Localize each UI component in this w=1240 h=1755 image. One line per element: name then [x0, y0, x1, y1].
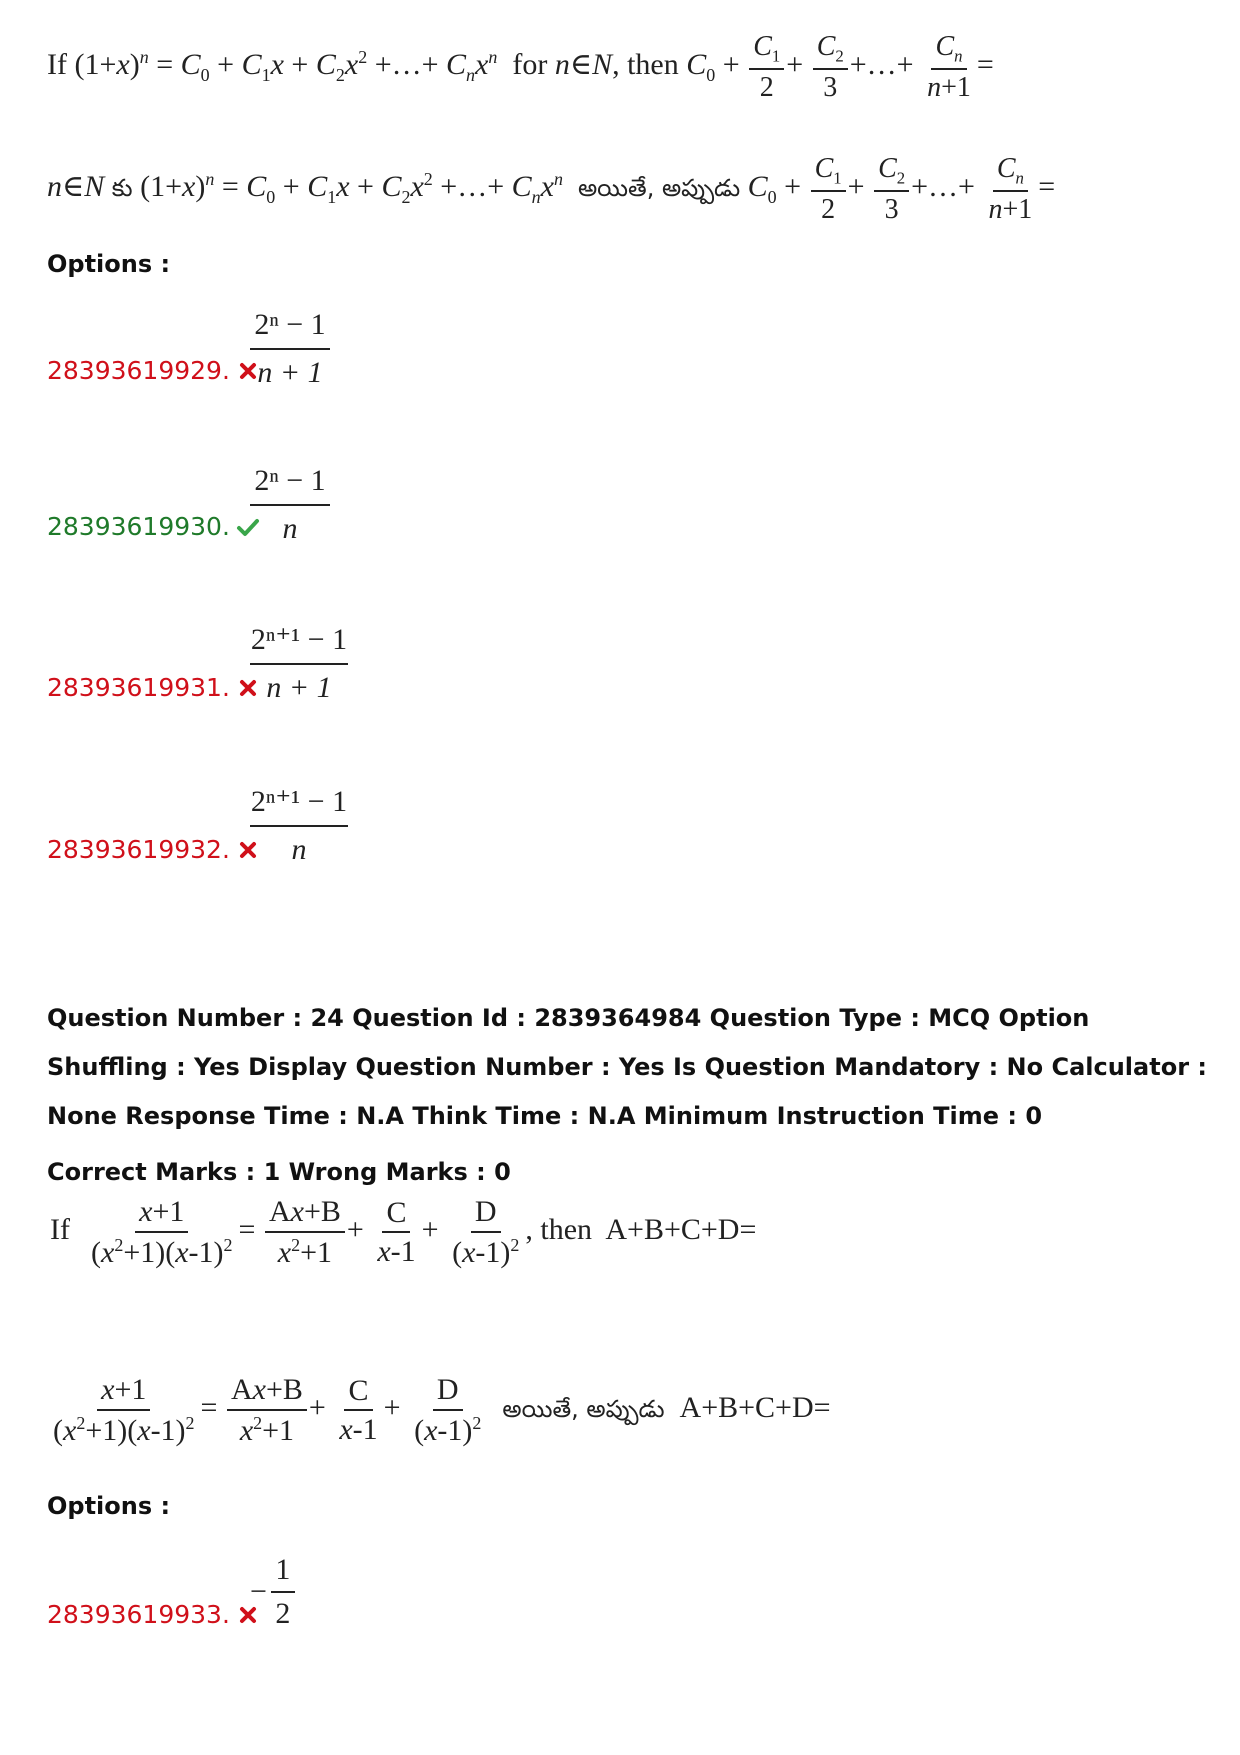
q23-english-equation: If $(1+x)^n = C_0 + C_1x + C_2x^2$ +…+ $C_nx^n$ for n∈N, then $C_0$ + $\frac{C_1}{2}$ + $\frac{C_2}{3}$ +…+ $\frac{C_n}{n+1}$ =: [47, 31, 994, 104]
q23-option-3-fraction: [250, 625, 348, 703]
q23-option-3[interactable]: [47, 673, 260, 702]
q23-option-4-fraction: [250, 787, 348, 865]
denominator: n: [282, 512, 298, 545]
numerator: 1: [275, 1553, 291, 1586]
q23-telugu-prefix: కు: [111, 174, 133, 203]
q24-option-1[interactable]: [47, 1600, 260, 1629]
option-id: 28393619932.: [47, 835, 230, 864]
numerator: 2ⁿ⁺¹ − 1: [250, 623, 348, 656]
option-id: 28393619933.: [47, 1600, 230, 1629]
option-id: 28393619930.: [47, 512, 230, 541]
option-id: 28393619931.: [47, 673, 230, 702]
q24-telugu-equation: $\frac{x+1}{(x^2+1)(x-1)^2}$ = $\frac{Ax+B}{x^2+1}$ + $\frac{C}{x-1}$ + $\frac{D}{(x-1)^2}$ అయితే, అప్పుడు A+B+C+D=: [53, 1373, 831, 1447]
q23-telugu-mid: అయితే, అప్పుడు: [577, 174, 741, 203]
q24-marks: Correct Marks : 1 Wrong Marks : 0: [47, 1158, 511, 1186]
q23-option-1-fraction: [250, 310, 330, 388]
q23-option-4[interactable]: [47, 835, 260, 864]
q24-telugu-mid: అయితే, అప్పుడు: [502, 1394, 665, 1423]
q23-telugu-equation: n∈N కు $(1+x)^n = C_0 + C_1x + C_2x^2$ +…+ $C_nx^n$ అయితే, అప్పుడు $C_0$ + $\frac{C_1}{2}$ + $\frac{C_2}{3}$ +…+ $\frac{C_n}{n+1}$ =: [47, 153, 1056, 226]
minus-sign: −: [250, 1575, 267, 1608]
q23-options-label: Options :: [47, 250, 171, 278]
q23-option-2[interactable]: [47, 512, 260, 541]
q24-metadata: Question Number : 24 Question Id : 2839364984 Question Type : MCQ Option Shuffling : Yes Display Question Number : Yes Is Question Mandatory : No Calculator : None Response Time : N.A Think Time : N.A Minimum Instruction Time : 0: [47, 1004, 1207, 1130]
numerator: 2ⁿ − 1: [254, 464, 326, 497]
q24-english-equation: If $\frac{x+1}{(x^2+1)(x-1)^2}$ = $\frac{Ax+B}{x^2+1}$ + $\frac{C}{x-1}$ + $\frac{D}{(x-1)^2}$ , then A+B+C+D=: [50, 1195, 757, 1269]
option-id: 28393619929.: [47, 356, 230, 385]
denominator: 2: [275, 1597, 291, 1630]
denominator: n + 1: [266, 671, 332, 704]
denominator: n + 1: [257, 356, 323, 389]
denominator: n: [291, 833, 307, 866]
q24-option-1-fraction: [250, 1555, 300, 1629]
q24-options-label: Options :: [47, 1492, 171, 1520]
numerator: 2ⁿ⁺¹ − 1: [250, 785, 348, 818]
numerator: 2ⁿ − 1: [254, 308, 326, 341]
q23-option-1[interactable]: [47, 356, 260, 385]
q23-option-2-fraction: [250, 466, 330, 544]
